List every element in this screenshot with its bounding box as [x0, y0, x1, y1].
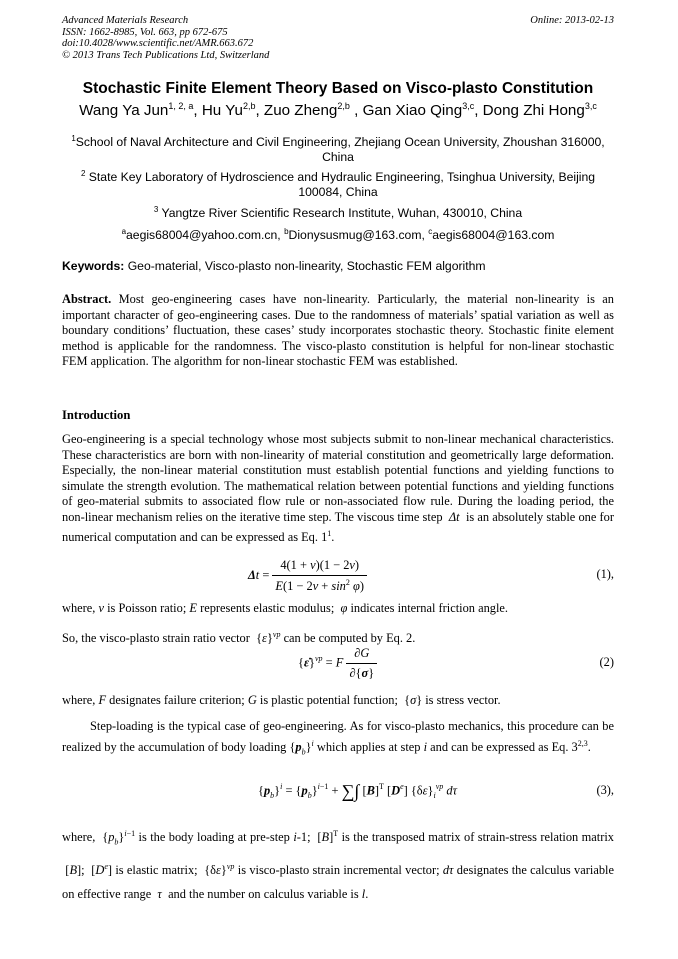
online-date: Online: 2013-02-13 [530, 15, 614, 26]
email-list: $^a$aegis68004@yahoo.com.cn, $^b$Dionysusmug@163.com, $^c$aegis68004@163.com [121, 227, 555, 243]
author-name: Wang Ya Jun [79, 102, 169, 120]
equation-2: {ε̇}$^{vp}$ = F $\frac{\partial G}{\partial\{\sigma\}}$ [298, 646, 377, 681]
author-list: Wang Ya Jun$^{1, 2, a}$, Hu Yu$^{2,b}$, Zuo Zheng$^{2,b}$ , Gan Xiao Qing$^{3,c}$, Dong Zhi Hong$^{3,c}$ [79, 101, 597, 120]
where-line-1: where, v is Poisson ratio; E represents elastic modulus; φ indicates internal friction angle. [62, 601, 509, 615]
equation-1: Δt = $\frac{4(1 + v)(1 - 2v)}{E(1 - 2v + \sin^2 \varphi)}$ [248, 558, 367, 594]
intro-paragraph-2: Step-loading is the typical case of geo-engineering. As for visco-plasto mechanics, this procedure can be realized by the accumulation of body loading $\{p_b\}^i$ which applies at step i and can be expressed as Eq. 3$^{2,3}$. [62, 719, 614, 757]
affiliation-2: $^2$ State Key Laboratory of Hydroscience and Hydraulic Engineering, Tsinghua University, Beijing 100084, China [80, 169, 596, 200]
equation-3: $\{p_b\}^i = \{p_b\}^{i-1}$ + ∑∫ $[B]^T$ [De] $\{\delta\varepsilon\}_i^{vp}$ dτ [258, 781, 458, 801]
affiliation-1: $^1$School of Naval Architecture and Civil Engineering, Zhejiang Ocean University, Zhoushan 316000, China [71, 134, 605, 165]
journal-name: Advanced Materials Research [62, 15, 189, 26]
author-name: Dong Zhi Hong [482, 102, 585, 120]
issn-line: ISSN: 1662-8985, Vol. 663, pp 672-675 [62, 26, 228, 38]
journal-header [62, 15, 614, 61]
email-c: aegis68004@163.com [432, 228, 555, 243]
affiliation-3: $^3$ Yangtze River Scientific Research Institute, Wuhan, 430010, China [153, 205, 523, 221]
so-line: So, the visco-plasto strain ratio vector {ε̇}$^{vp}$ can be computed by Eq. 2. [62, 630, 416, 646]
equation-3-number: (3), [596, 783, 614, 797]
keywords: Keywords: Geo-material, Visco-plasto non-linearity, Stochastic FEM algorithm [62, 259, 486, 273]
abstract-label: Abstract. [62, 292, 112, 306]
where-line-3: where, $\{p_b\}^{i-1}$ is the body loading at pre-step i-1; $[B]^T$ is the transposed matrix of strain-stress relation matrix [B]; [De] is elastic matrix; $\{\delta\varepsilon\}^{vp}$ is visco-plasto strain incremental vector; dτ designates the calculus variable on effective range τ and the number on calculus variable is l. [62, 829, 614, 901]
doi-line: doi:10.4028/www.scientific.net/AMR.663.672 [62, 38, 254, 49]
author-name: Zuo Zheng [263, 102, 338, 120]
where-line-2: where, F designates failure criterion; G is plastic potential function; {σ} is stress vector. [62, 693, 501, 707]
copyright-line: © 2013 Trans Tech Publications Ltd, Switzerland [62, 49, 270, 61]
intro-paragraph-1: Geo-engineering is a special technology whose most subjects submit to non-linear mechanical characteristics. These characteristics are born with non-linearity of material constitution and geometrically large deformation. Especially, the non-linear material constitution must establish potential functions and yielding functions to simulate the strength evolution. The mathematical relation between potential functions and yielding functions of geo-material submits to associated flow rule or non-associated flow rule. During the loading period, the non-linear mechanism relies on the iterative time step. The viscous time step Δt is an absolutely stable one for numerical computation and can be expressed as Eq. $1^1$. [62, 432, 614, 544]
abstract [62, 292, 614, 370]
section-heading-introduction: Introduction [62, 408, 131, 422]
email-b: Dionysusmug@163.com [288, 228, 422, 243]
author-name: Hu Yu [201, 102, 243, 120]
email-a: aegis68004@yahoo.com.cn [126, 228, 278, 243]
equation-1-number: (1), [596, 567, 614, 581]
equation-2-number: (2) [599, 655, 614, 669]
abstract-text: Most geo-engineering cases have non-linearity. Particularly, the material non-linearity is an important character of geo-engineering cases. Due to the randomness of materials’ spatial variation as well as boundary conditions’ fluctuation, these cases’ study incorporates stochastic theory. Stochastic finite element method is applicable for the randomness. The visco-plasto constitution is helpful for non-linear stochastic FEM application. The algorithm for non-linear stochastic FEM was established. [62, 292, 614, 369]
author-name: Gan Xiao Qing [362, 102, 463, 120]
paper-title: Stochastic Finite Element Theory Based on Visco-plasto Constitution [82, 80, 594, 97]
